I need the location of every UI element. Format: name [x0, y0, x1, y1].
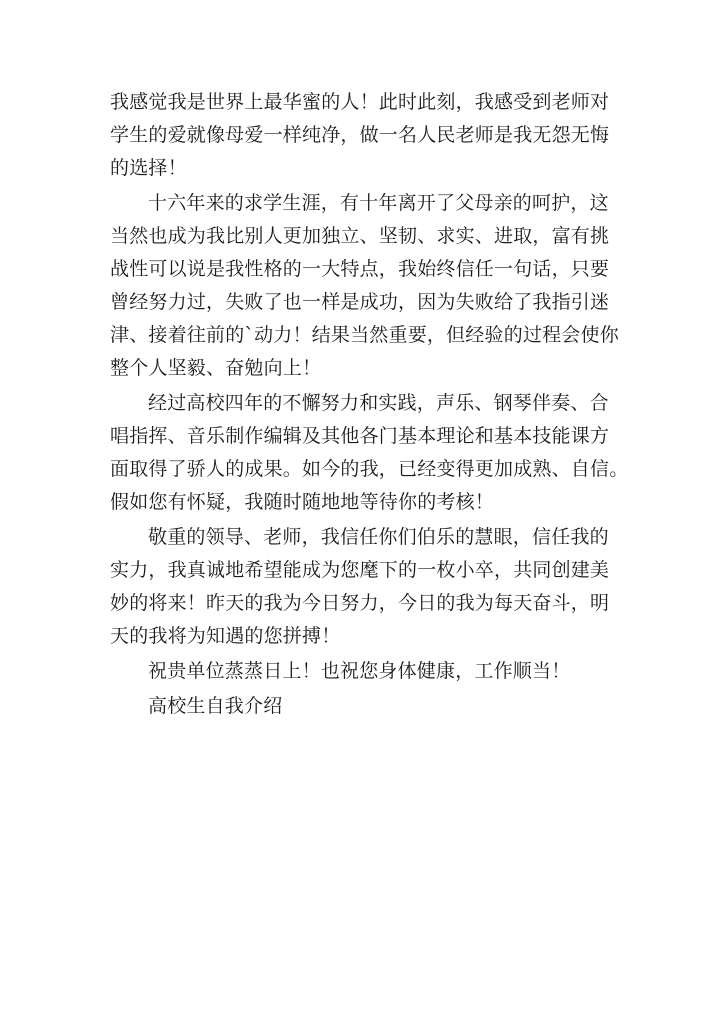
text-line: 天的我将为知遇的您拼搏！	[110, 625, 341, 647]
text-line: 妙的将来！昨天的我为今日努力，今日的我为每天奋斗，明	[110, 592, 610, 614]
section-heading: 高校生自我介绍	[148, 695, 283, 717]
paragraph-5	[110, 655, 610, 688]
text-line: 经过高校四年的不懈努力和实践，声乐、钢琴伴奏、合	[148, 392, 609, 414]
text-line: 我感觉我是世界上最华蜜的人！此时此刻，我感受到老师对	[110, 91, 610, 113]
text-line: 曾经努力过，失败了也一样是成功，因为失败给了我指引迷	[110, 291, 610, 313]
text-line: 整个人坚毅、奋勉向上！	[110, 357, 322, 379]
text-line: 敬重的领导、老师，我信任你们伯乐的慧眼，信任我的	[148, 526, 609, 548]
text-line: 战性可以说是我性格的一大特点，我始终信任一句话，只要	[110, 258, 610, 280]
text-line: 当然也成为我比别人更加独立、坚韧、求实、进取，富有挑	[110, 225, 610, 247]
text-line: 祝贵单位蒸蒸日上！也祝您身体健康，工作顺当！	[148, 660, 571, 682]
document-body	[110, 86, 629, 725]
paragraph-6	[110, 690, 610, 723]
text-line: 津、接着往前的`动力！结果当然重要，但经验的过程会使你	[110, 324, 619, 346]
paragraph-3	[110, 387, 629, 519]
text-line: 十六年来的求学生涯，有十年离开了父母亲的呵护，这	[148, 192, 609, 214]
paragraph-4	[110, 521, 610, 653]
paragraph-1	[110, 86, 610, 185]
text-line: 实力，我真诚地希望能成为您麾下的一枚小卒，共同创建美	[110, 559, 610, 581]
text-line: 学生的爱就像母爱一样纯净，做一名人民老师是我无怨无悔	[110, 124, 610, 146]
text-line: 面取得了骄人的成果。如今的我，已经变得更加成熟、自信。	[110, 458, 629, 480]
text-line: 假如您有怀疑，我随时随地地等待你的考核！	[110, 491, 495, 513]
text-line: 唱指挥、音乐制作编辑及其他各门基本理论和基本技能课方	[110, 425, 610, 447]
text-line: 的选择！	[110, 157, 187, 179]
paragraph-2	[110, 187, 619, 385]
